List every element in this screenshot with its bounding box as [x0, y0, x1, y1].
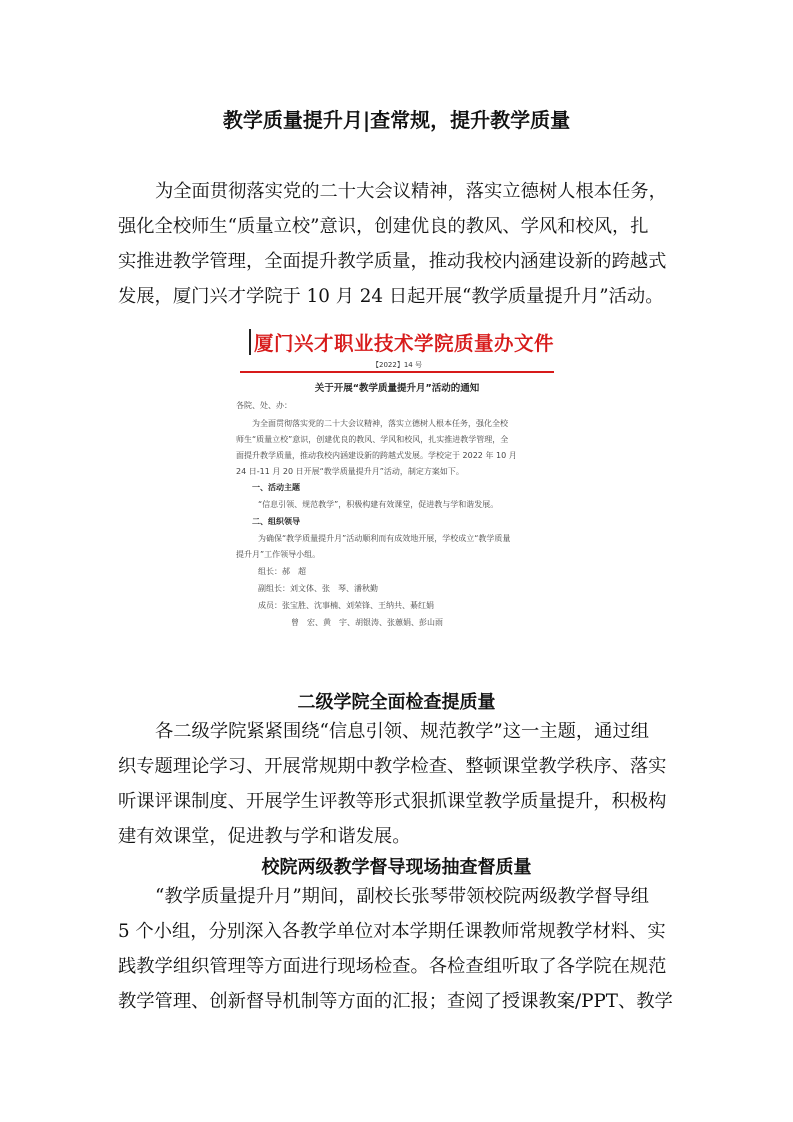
text-cursor — [249, 329, 251, 355]
section3-line: “教学质量提升月”期间，副校长张琴带领校院两级教学督导组 — [155, 886, 650, 907]
intro-line: 实推进教学管理，全面提升教学质量，推动我校内涵建设新的跨越式 — [118, 251, 667, 272]
notice-line: 曾 宏、黄 宇、胡银涛、张蕙娟、彭山雨 — [291, 618, 443, 627]
notice-line: 师生“质量立校”意识，创建优良的教风、学风和校风，扎实推进教学管理，全 — [236, 435, 509, 444]
notice-header: 厦门兴才职业技术学院质量办文件 — [254, 332, 555, 355]
notice-line: 面提升教学质量，推动我校内涵建设新的跨越式发展。学校定于 2022 年 10 月 — [236, 451, 517, 460]
page-title: 教学质量提升月|查常规，提升教学质量 — [222, 108, 571, 132]
notice-line: “信息引领、规范教学”，积极构建有效课堂，促进教与学和谐发展。 — [258, 500, 499, 509]
section3-paragraph — [118, 879, 678, 1019]
notice-title: 关于开展“教学质量提升月”活动的通知 — [314, 383, 480, 394]
section3-line: 践教学组织管理等方面进行现场检查。各检查组听取了各学院在规范 — [118, 956, 667, 977]
notice-line: 副组长：刘文体、张 琴、潘秋勤 — [258, 584, 378, 593]
notice-red-rule — [240, 371, 554, 373]
intro-paragraph — [118, 174, 678, 314]
notice-section-heading: 二、组织领导 — [252, 517, 300, 526]
section3-line: 教学管理、创新督导机制等方面的汇报；查阅了授课教案/PPT、教学 — [118, 991, 673, 1012]
notice-line: 成员：张宝胜、沈事楠、刘荣锋、王纳共、綦红娟 — [258, 601, 434, 610]
notice-line: 各院、处、办： — [236, 401, 292, 410]
intro-line: 发展，厦门兴才学院于 10 月 24 日起开展“教学质量提升月”活动。 — [118, 286, 664, 307]
notice-document-image — [232, 322, 562, 632]
notice-line: 提升月”工作领导小组。 — [236, 550, 321, 559]
section2-line: 织专题理论学习、开展常规期中教学检查、整顿课堂教学秩序、落实 — [118, 756, 667, 777]
notice-line: 为全面贯彻落实党的二十大会议精神，落实立德树人根本任务，强化全校 — [252, 419, 508, 428]
section2-line: 各二级学院紧紧围绕“信息引领、规范教学”这一主题，通过组 — [155, 721, 650, 742]
section2-line: 建有效课堂，促进教与学和谐发展。 — [118, 826, 411, 847]
notice-line: 组长：郝 超 — [258, 567, 306, 576]
intro-line: 强化全校师生“质量立校”意识，创建优良的教风、学风和校风，扎 — [118, 216, 649, 237]
intro-line: 为全面贯彻落实党的二十大会议精神，落实立德树人根本任务， — [155, 181, 667, 202]
notice-line: 为确保“教学质量提升月”活动顺利而有成效地开展，学校成立“教学质量 — [258, 534, 511, 543]
section3-line: 5 个小组，分别深入各教学单位对本学期任课教师常规教学材料、实 — [118, 921, 666, 942]
section-heading: 二级学院全面检查提质量 — [297, 692, 496, 713]
section2-line: 听课评课制度、开展学生评教等形式狠抓课堂教学质量提升，积极构 — [118, 791, 667, 812]
notice-doc-number: 【2022】14 号 — [372, 361, 422, 369]
section2-paragraph — [118, 714, 678, 854]
notice-section-heading: 一、活动主题 — [252, 483, 300, 492]
section-heading: 校院两级教学督导现场抽查督质量 — [261, 857, 532, 878]
notice-line: 24 日-11 月 20 日开展“教学质量提升月”活动，制定方案如下。 — [236, 467, 464, 476]
